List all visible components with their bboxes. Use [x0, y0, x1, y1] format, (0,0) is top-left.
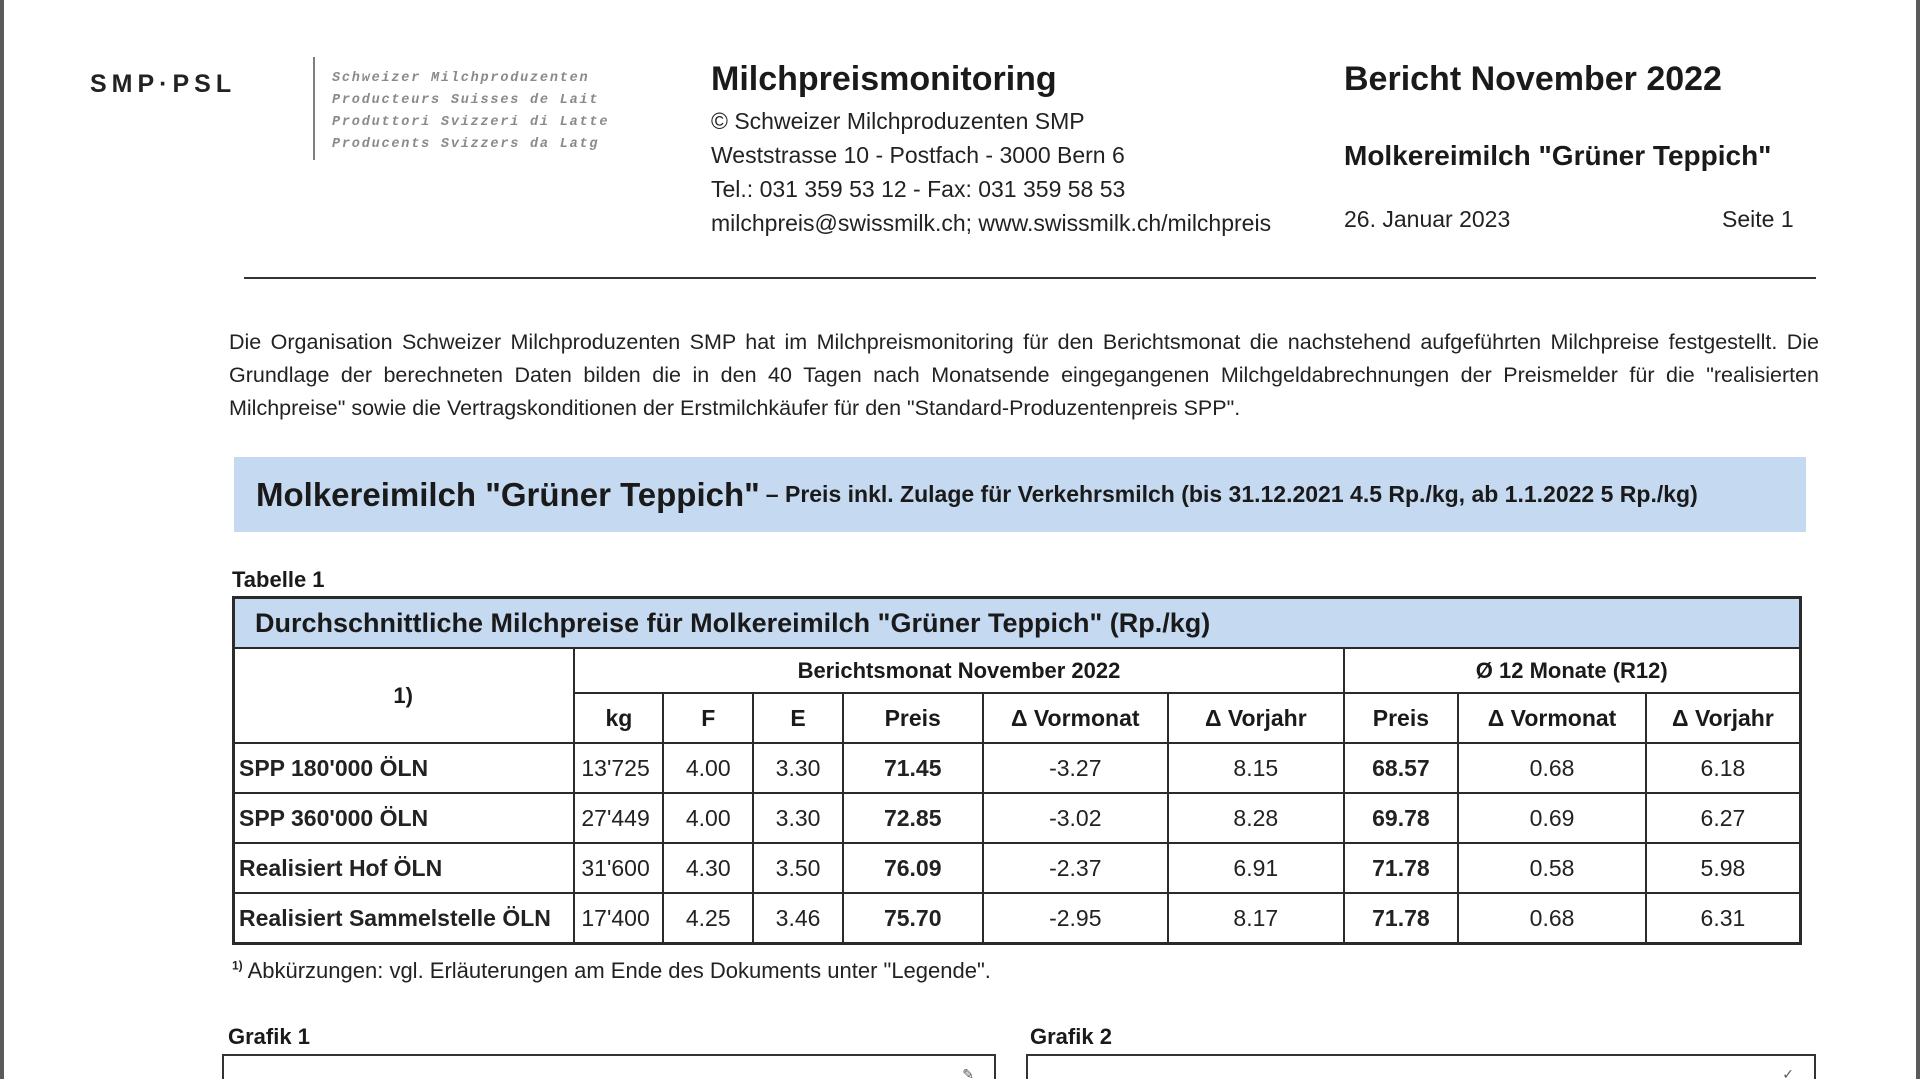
- cell-f: 4.00: [663, 793, 753, 843]
- logo-name-fr: Producteurs Suisses de Lait: [332, 93, 600, 108]
- banner-title: Molkereimilch "Grüner Teppich": [256, 475, 760, 513]
- row-label: SPP 360'000 ÖLN: [234, 793, 575, 843]
- cell-e: 3.30: [753, 743, 843, 793]
- logo-divider: [313, 57, 315, 160]
- table-caption: Durchschnittliche Milchpreise für Molkereimilch "Grüner Teppich" (Rp./kg): [234, 598, 1801, 649]
- contact-block: [711, 104, 1271, 240]
- cell-preis: 71.45: [843, 743, 983, 793]
- milk-price-table: [232, 596, 1802, 945]
- cell-r12-delta-vorjahr: 6.18: [1646, 743, 1801, 793]
- cell-preis: 75.70: [843, 893, 983, 944]
- row-label: Realisiert Hof ÖLN: [234, 843, 575, 893]
- table-row: [234, 893, 1801, 944]
- cell-e: 3.50: [753, 843, 843, 893]
- cell-preis: 76.09: [843, 843, 983, 893]
- report-title: Bericht November 2022: [1344, 60, 1722, 98]
- cell-delta-vorjahr: 8.17: [1168, 893, 1343, 944]
- cell-r12-delta-vormonat: 0.69: [1458, 793, 1646, 843]
- cell-r12-delta-vormonat: 0.68: [1458, 743, 1646, 793]
- col-header-kg: kg: [574, 693, 663, 743]
- cell-f: 4.00: [663, 743, 753, 793]
- row-label: SPP 180'000 ÖLN: [234, 743, 575, 793]
- report-subtitle: Molkereimilch "Grüner Teppich": [1344, 140, 1772, 171]
- document-title: Milchpreismonitoring: [711, 60, 1057, 98]
- table-caption-row: [234, 598, 1801, 649]
- logo-name-de: Schweizer Milchproduzenten: [332, 71, 590, 86]
- col-header-f: F: [663, 693, 753, 743]
- cell-r12-preis: 71.78: [1344, 843, 1459, 893]
- address-line: Weststrasse 10 - Postfach - 3000 Bern 6: [711, 142, 1125, 168]
- cell-r12-preis: 68.57: [1344, 743, 1459, 793]
- cell-r12-delta-vormonat: 0.58: [1458, 843, 1646, 893]
- col-header-e: E: [753, 693, 843, 743]
- row-label: Realisiert Sammelstelle ÖLN: [234, 893, 575, 944]
- col-header-delta-vormonat: Δ Vormonat: [983, 693, 1169, 743]
- table-label: Tabelle 1: [232, 567, 325, 592]
- cell-r12-delta-vorjahr: 6.27: [1646, 793, 1801, 843]
- footnote-marker-cell: 1): [234, 648, 575, 743]
- chart-icon: ✓: [1782, 1066, 1794, 1079]
- header-divider: [244, 277, 1816, 279]
- cell-delta-vorjahr: 8.28: [1168, 793, 1343, 843]
- graph1-label: Grafik 1: [228, 1024, 310, 1049]
- logo-name-rm: Producents Svizzers da Latg: [332, 137, 600, 152]
- cell-preis: 72.85: [843, 793, 983, 843]
- graph2-label: Grafik 2: [1030, 1024, 1112, 1049]
- cell-r12-delta-vormonat: 0.68: [1458, 893, 1646, 944]
- cell-kg: 17'400: [574, 893, 663, 944]
- group-header-month: Berichtsmonat November 2022: [574, 648, 1343, 693]
- cell-f: 4.30: [663, 843, 753, 893]
- cell-r12-preis: 71.78: [1344, 893, 1459, 944]
- email-web-line: milchpreis@swissmilk.ch; www.swissmilk.ch/milchpreis: [711, 210, 1272, 236]
- copyright-line: © Schweizer Milchproduzenten SMP: [711, 108, 1085, 134]
- logo-name-it: Produttori Svizzeri di Latte: [332, 115, 610, 130]
- document-page: [4, 0, 1916, 1079]
- table-footnote: [232, 958, 991, 984]
- col-header-r12-delta-vorjahr: Δ Vorjahr: [1646, 693, 1801, 743]
- col-header-r12-delta-vormonat: Δ Vormonat: [1458, 693, 1646, 743]
- logo-names: [332, 68, 609, 156]
- cell-r12-preis: 69.78: [1344, 793, 1459, 843]
- cell-f: 4.25: [663, 893, 753, 944]
- page-number: Seite 1: [1722, 206, 1794, 232]
- cell-delta-vormonat: -2.37: [983, 843, 1169, 893]
- cell-delta-vormonat: -3.02: [983, 793, 1169, 843]
- col-header-r12-preis: Preis: [1344, 693, 1459, 743]
- cell-r12-delta-vorjahr: 6.31: [1646, 893, 1801, 944]
- cell-r12-delta-vorjahr: 5.98: [1646, 843, 1801, 893]
- group-header-r12: Ø 12 Monate (R12): [1344, 648, 1801, 693]
- cell-e: 3.30: [753, 793, 843, 843]
- phone-fax-line: Tel.: 031 359 53 12 - Fax: 031 359 58 53: [711, 176, 1126, 202]
- table-row: [234, 743, 1801, 793]
- cell-delta-vorjahr: 8.15: [1168, 743, 1343, 793]
- footnote-marker: 1): [232, 958, 243, 973]
- table-row: [234, 793, 1801, 843]
- intro-paragraph: Die Organisation Schweizer Milchproduzenten SMP hat im Milchpreismonitoring für den Berichtsmonat die nachstehend aufgeführten Milchpreise festgestellt. Die Grundlage der berechneten Daten bilden die in den 40 Tagen nach Monatsende eingegangenen Milchgeldabrechnungen der Preismelder für die "realisierten Milchpreise" sowie die Vertragskonditionen der Erstmilchkäufer für den "Standard-Produzentenpreis SPP".: [229, 330, 1819, 420]
- cell-delta-vormonat: -3.27: [983, 743, 1169, 793]
- footnote-text: Abkürzungen: vgl. Erläuterungen am Ende des Dokuments unter "Legende".: [247, 958, 991, 983]
- table-group-header-row: [234, 648, 1801, 693]
- banner-subtitle: – Preis inkl. Zulage für Verkehrsmilch (bis 31.12.2021 4.5 Rp./kg, ab 1.1.2022 5 Rp./kg): [765, 481, 1698, 507]
- section-banner: [234, 457, 1806, 532]
- table-row: [234, 843, 1801, 893]
- cell-kg: 13'725: [574, 743, 663, 793]
- cell-kg: 31'600: [574, 843, 663, 893]
- report-date: 26. Januar 2023: [1344, 206, 1511, 232]
- cell-delta-vorjahr: 6.91: [1168, 843, 1343, 893]
- col-header-preis: Preis: [843, 693, 983, 743]
- col-header-delta-vorjahr: Δ Vorjahr: [1168, 693, 1343, 743]
- chart-icon: ✎: [962, 1066, 974, 1079]
- cell-delta-vormonat: -2.95: [983, 893, 1169, 944]
- graph2-frame: [1026, 1054, 1816, 1079]
- logo-mark: SMP·PSL: [90, 70, 237, 98]
- graph1-frame: [222, 1054, 996, 1079]
- cell-e: 3.46: [753, 893, 843, 944]
- cell-kg: 27'449: [574, 793, 663, 843]
